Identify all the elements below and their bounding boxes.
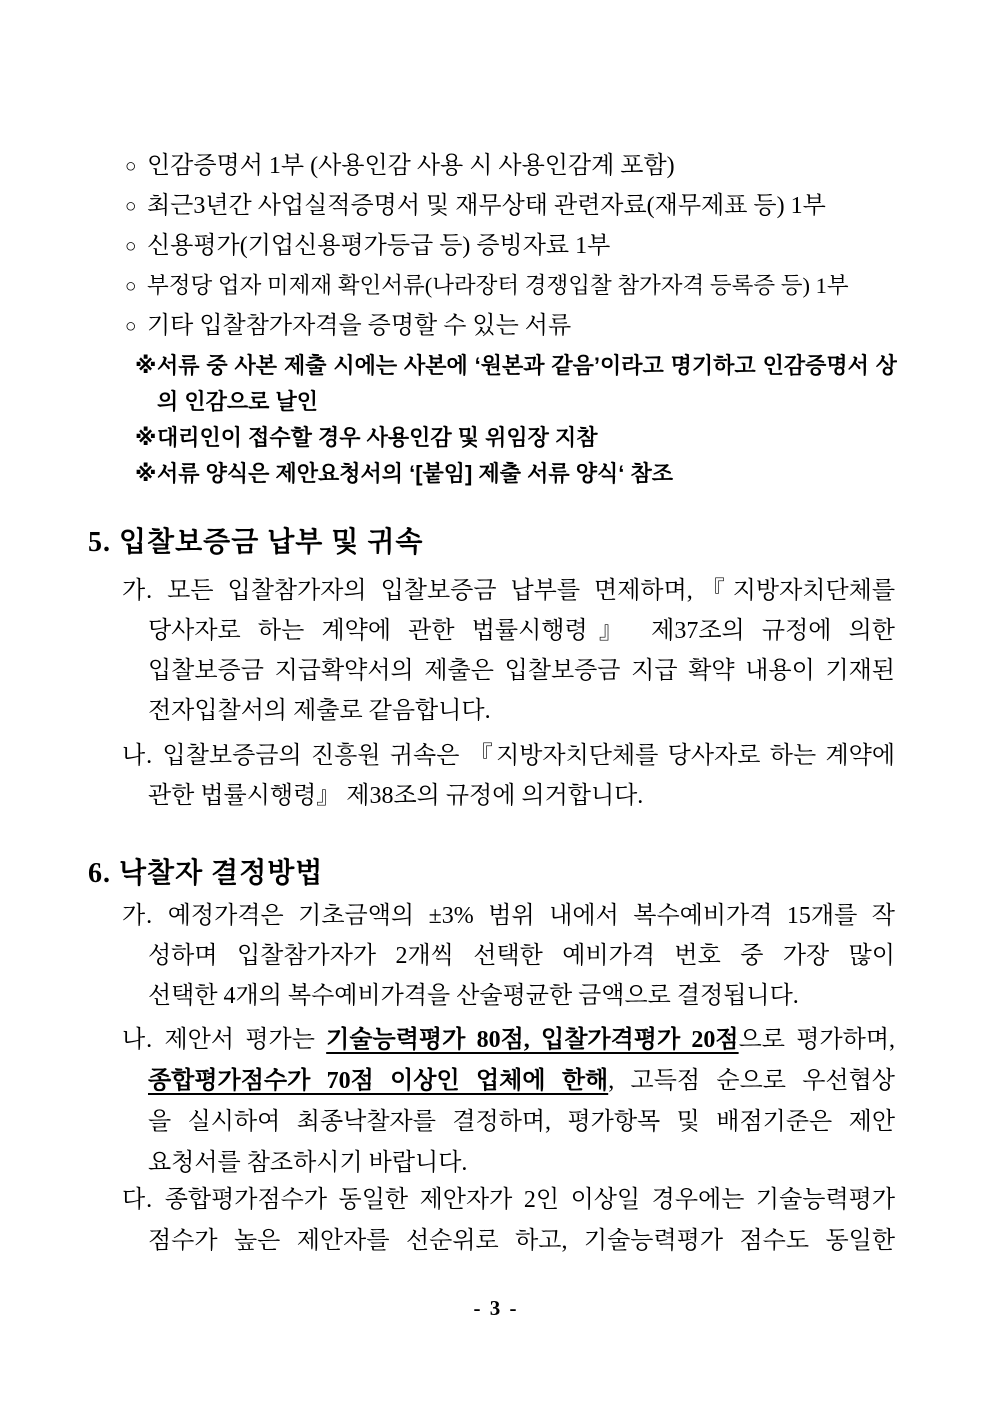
section-5-item-na — [0, 736, 992, 816]
section-6-item-na — [0, 1020, 992, 1184]
list-marker: 다. — [122, 1187, 154, 1213]
paragraph-text: 입찰보증금 지급확약서의 제출은 입찰보증금 지급 확약 내용이 기재된 — [148, 658, 895, 684]
paragraph-text: 모든 입찰참가자의 입찰보증금 납부를 면제하며,『지방자치단체를 — [167, 578, 895, 604]
section-6-item-ga — [0, 896, 992, 1016]
paragraph-text: 으로 평가하며, — [738, 1027, 895, 1053]
paragraph-line — [0, 691, 895, 731]
paragraph-text: 당사자로 하는 계약에 관한 법률시행령』 제37조의 규정에 의한 — [148, 618, 895, 644]
list-item-text: 신용평가(기업신용평가등급 등) 증빙자료 1부 — [147, 233, 611, 259]
notes-block — [0, 348, 992, 492]
emphasized-text: 종합평가점수가 70점 이상인 업체에 한해 — [148, 1068, 609, 1094]
note-text: 서류 양식은 제안요청서의 ‘[붙임] 제출 서류 양식‘ 참조 — [157, 461, 673, 486]
section-6-heading — [0, 855, 992, 893]
list-item — [0, 146, 992, 186]
paragraph-text: , 고득점 순으로 우선협상 — [608, 1068, 895, 1094]
section-title: 6. 낙찰자 결정방법 — [88, 858, 324, 889]
paragraph-text: 점수가 높은 제안자를 선순위로 하고, 기술능력평가 점수도 동일한 — [148, 1228, 895, 1254]
paragraph-line — [0, 651, 895, 691]
emphasized-text: 기술능력평가 80점, 입찰가격평가 20점 — [326, 1027, 739, 1053]
note-text: 서류 중 사본 제출 시에는 사본에 ‘원본과 같음’이라고 명기하고 인감증명서 상 — [157, 353, 897, 378]
paragraph-text: 제안서 평가는 — [164, 1027, 327, 1053]
reference-mark-icon: ※ — [135, 425, 157, 450]
note-line — [0, 420, 897, 456]
section-title: 5. 입찰보증금 납부 및 귀속 — [88, 527, 424, 558]
paragraph-line — [0, 1061, 895, 1102]
paragraph-text: 성하며 입찰참가자가 2개씩 선택한 예비가격 번호 중 가장 많이 — [148, 943, 895, 969]
list-item-text: 부정당 업자 미제재 확인서류(나라장터 경쟁입찰 참가자격 등록증 등) 1부 — [147, 273, 849, 298]
paragraph-line — [0, 976, 895, 1016]
list-marker: 나. — [122, 1027, 154, 1053]
paragraph-line — [0, 571, 895, 611]
paragraph-text: 전자입찰서의 제출로 같음합니다. — [148, 698, 491, 724]
page-number-label: - 3 - — [473, 1296, 519, 1320]
paragraph-line — [0, 1020, 895, 1061]
note-text: 의 인감으로 날인 — [157, 389, 318, 414]
section-6-item-da — [0, 1180, 992, 1262]
note-line-continuation — [0, 384, 897, 420]
paragraph-line — [0, 776, 895, 816]
paragraph-text: 을 실시하여 최종낙찰자를 결정하며, 평가항목 및 배점기준은 제안 — [148, 1109, 895, 1135]
paragraph-line — [0, 611, 895, 651]
page-number — [0, 1296, 992, 1321]
note-line — [0, 456, 897, 492]
required-documents-list — [0, 146, 992, 346]
reference-mark-icon: ※ — [135, 461, 157, 486]
list-marker: 가. — [122, 903, 154, 929]
note-text: 대리인이 접수할 경우 사용인감 및 위임장 지참 — [157, 425, 598, 450]
paragraph-line — [0, 1102, 895, 1143]
reference-mark-icon: ※ — [135, 353, 157, 378]
list-item — [0, 186, 992, 226]
section-5-heading — [0, 524, 992, 562]
list-item — [0, 226, 992, 266]
note-line — [0, 348, 897, 384]
paragraph-line — [0, 1180, 895, 1221]
paragraph-line — [0, 736, 895, 776]
circle-bullet-icon: ○ — [125, 316, 137, 337]
paragraph-text: 관한 법률시행령』 제38조의 규정에 의거합니다. — [148, 783, 644, 809]
list-marker: 가. — [122, 578, 154, 604]
paragraph-text: 선택한 4개의 복수예비가격을 산술평균한 금액으로 결정됩니다. — [148, 983, 799, 1009]
paragraph-line — [0, 1221, 895, 1262]
paragraph-line — [0, 936, 895, 976]
paragraph-text: 요청서를 참조하시기 바랍니다. — [148, 1150, 468, 1176]
paragraph-text: 종합평가점수가 동일한 제안자가 2인 이상일 경우에는 기술능력평가 — [164, 1187, 895, 1213]
paragraph-text: 입찰보증금의 진흥원 귀속은 『지방자치단체를 당사자로 하는 계약에 — [162, 743, 895, 769]
list-item — [0, 306, 992, 346]
paragraph-line — [0, 1143, 895, 1184]
list-item-text: 기타 입찰참가자격을 증명할 수 있는 서류 — [147, 313, 572, 339]
section-5-item-ga — [0, 571, 992, 731]
circle-bullet-icon: ○ — [125, 276, 137, 297]
circle-bullet-icon: ○ — [125, 196, 137, 217]
paragraph-line — [0, 896, 895, 936]
list-item-text: 인감증명서 1부 (사용인감 사용 시 사용인감계 포함) — [147, 153, 675, 179]
paragraph-text: 예정가격은 기초금액의 ±3% 범위 내에서 복수예비가격 15개를 작 — [167, 903, 895, 929]
list-item-text: 최근3년간 사업실적증명서 및 재무상태 관련자료(재무제표 등) 1부 — [147, 193, 826, 219]
circle-bullet-icon: ○ — [125, 236, 137, 257]
circle-bullet-icon: ○ — [125, 156, 137, 177]
list-marker: 나. — [122, 743, 154, 769]
list-item — [0, 266, 992, 306]
